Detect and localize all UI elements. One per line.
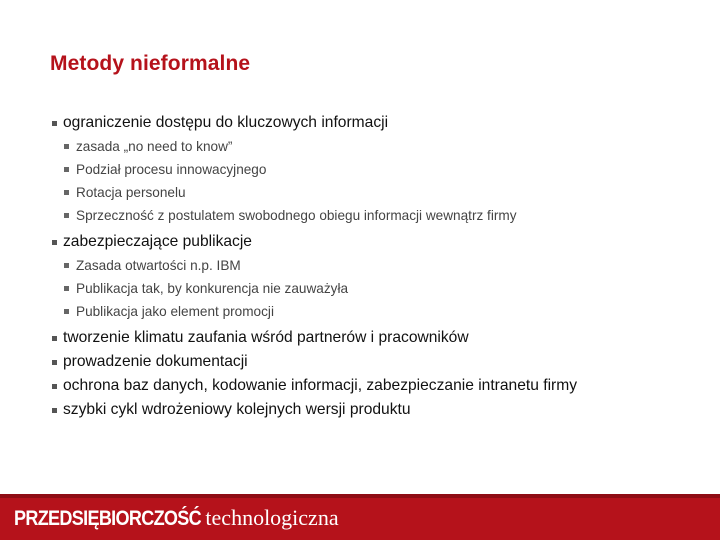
footer-divider <box>0 494 720 498</box>
sub-bullet-list <box>63 135 692 227</box>
bullet-marker-icon <box>64 309 69 314</box>
sub-bullet-item <box>63 181 692 204</box>
bullet-text: zabezpieczające publikacje <box>63 233 252 250</box>
bullet-marker-icon <box>52 360 57 365</box>
sub-bullet-item <box>63 254 692 277</box>
sub-bullet-text: Zasada otwartości n.p. IBM <box>76 258 241 273</box>
bullet-marker-icon <box>52 240 57 245</box>
bullet-item <box>52 350 692 374</box>
sub-bullet-text: zasada „no need to know” <box>76 139 233 154</box>
bullet-text: prowadzenie dokumentacji <box>63 353 248 370</box>
sub-bullet-item <box>63 204 692 227</box>
bullet-item <box>52 111 692 135</box>
bullet-marker-icon <box>64 167 69 172</box>
bullet-marker-icon <box>52 408 57 413</box>
bullet-text: tworzenie klimatu zaufania wśród partnerów i pracowników <box>63 329 469 346</box>
bullet-text: ograniczenie dostępu do kluczowych informacji <box>63 114 389 131</box>
bullet-marker-icon <box>64 190 69 195</box>
sub-bullet-text: Sprzeczność z postulatem swobodnego obiegu informacji wewnątrz firmy <box>76 208 517 223</box>
bullet-text: szybki cykl wdrożeniowy kolejnych wersji produktu <box>63 401 411 418</box>
sub-bullet-text: Publikacja tak, by konkurencja nie zauważyła <box>76 281 349 296</box>
sub-bullet-item <box>63 158 692 181</box>
brand-light-text: technologiczna <box>205 505 339 530</box>
sub-bullet-item <box>63 135 692 158</box>
sub-bullet-text: Podział procesu innowacyjnego <box>76 162 267 177</box>
footer-bar <box>0 494 720 540</box>
slide-title: Metody nieformalne <box>50 52 251 75</box>
bullet-item <box>52 230 692 254</box>
bullet-marker-icon <box>52 384 57 389</box>
bullet-marker-icon <box>64 144 69 149</box>
sub-bullet-text: Publikacja jako element promocji <box>76 304 274 319</box>
bullet-marker-icon <box>64 213 69 218</box>
bullet-marker-icon <box>64 286 69 291</box>
bullet-text: ochrona baz danych, kodowanie informacji, zabezpieczanie intranetu firmy <box>63 377 578 394</box>
sub-bullet-item <box>63 300 692 323</box>
sub-bullet-text: Rotacja personelu <box>76 185 186 200</box>
bullet-marker-icon <box>52 336 57 341</box>
bullet-item <box>52 326 692 350</box>
sub-bullet-list <box>63 254 692 323</box>
bullet-marker-icon <box>64 263 69 268</box>
footer-brand-logo <box>14 505 339 531</box>
bullet-list <box>52 111 692 422</box>
sub-bullet-item <box>63 277 692 300</box>
brand-bold-text: PRZEDSIĘBIORCZOŚĆ <box>14 507 201 530</box>
bullet-item <box>52 374 692 398</box>
bullet-item <box>52 398 692 422</box>
bullet-marker-icon <box>52 121 57 126</box>
